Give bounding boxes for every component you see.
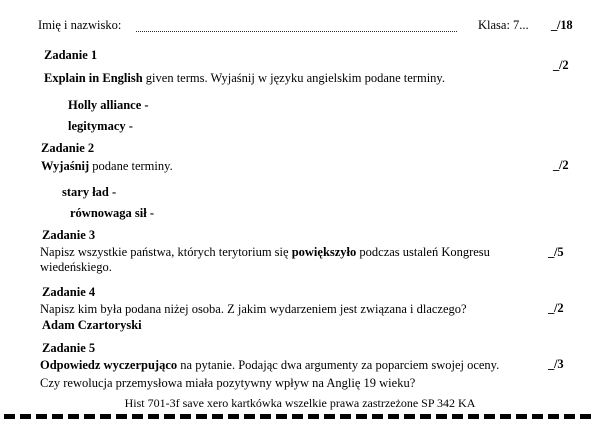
task-4-instruction-text: Napisz kim była podana niżej osoba. Z jakim wydarzeniem jest związana i dlaczego? — [40, 302, 467, 316]
task-1-instruction-bold: Explain in English — [44, 71, 143, 85]
task-3-instruction-part1: Napisz wszystkie państwa, których terytorium się — [40, 245, 292, 259]
task-5-instruction-rest: na pytanie. Podając dwa argumenty za poparciem swojej oceny. — [177, 358, 500, 372]
task-3-instruction-bold: powiększyło — [291, 245, 357, 259]
task-1-instruction — [44, 71, 514, 86]
task-5-title: Zadanie 5 — [42, 341, 96, 355]
task-2-score-box[interactable]: _/2 — [553, 158, 569, 172]
footer-copyright: Hist 701-3f save xero kartkówka wszelkie prawa zastrzeżone SP 342 KA — [124, 396, 476, 410]
task-3-score-box[interactable]: _/5 — [548, 245, 564, 259]
task-4-title: Zadanie 4 — [42, 285, 96, 299]
task-5-score-box[interactable]: _/3 — [548, 357, 564, 371]
task-2-instruction-rest: podane terminy. — [89, 159, 173, 173]
task-1-term-2: legitymacy - — [68, 119, 133, 133]
student-header — [0, 18, 600, 38]
task-2-term-1: stary ład - — [62, 185, 117, 199]
task-3-title: Zadanie 3 — [42, 228, 96, 242]
task-4-instruction — [40, 302, 540, 317]
task-5-instruction — [40, 358, 540, 373]
task-4-person-name: Adam Czartoryski — [42, 318, 142, 332]
task-2-instruction — [41, 159, 511, 174]
task-1-title: Zadanie 1 — [44, 48, 98, 62]
cut-line-divider — [4, 414, 596, 419]
task-2-title: Zadanie 2 — [41, 141, 95, 155]
task-1-instruction-rest: given terms. Wyjaśnij w języku angielskim podane terminy. — [142, 71, 445, 85]
task-3-instruction-part2: podczas ustaleń Kongresu wiedeńskiego. — [40, 245, 490, 274]
task-2-instruction-bold: Wyjaśnij — [41, 159, 90, 173]
task-1-term-1: Holly alliance - — [68, 98, 149, 112]
name-input-line[interactable] — [136, 31, 457, 32]
class-label: Klasa: 7... — [478, 18, 529, 32]
task-5-instruction-bold: Odpowiedz wyczerpująco — [40, 358, 178, 372]
task-5-question: Czy rewolucja przemysłowa miała pozytywny wpływ na Anglię 19 wieku? — [40, 376, 416, 390]
task-3-instruction — [40, 245, 535, 275]
task-4-score-box[interactable]: _/2 — [548, 301, 564, 315]
name-label: Imię i nazwisko: — [38, 18, 122, 32]
task-1-score-box[interactable]: _/2 — [553, 58, 569, 72]
total-score-box[interactable]: _/18 — [551, 18, 573, 32]
task-2-term-2: równowaga sił - — [70, 206, 155, 220]
